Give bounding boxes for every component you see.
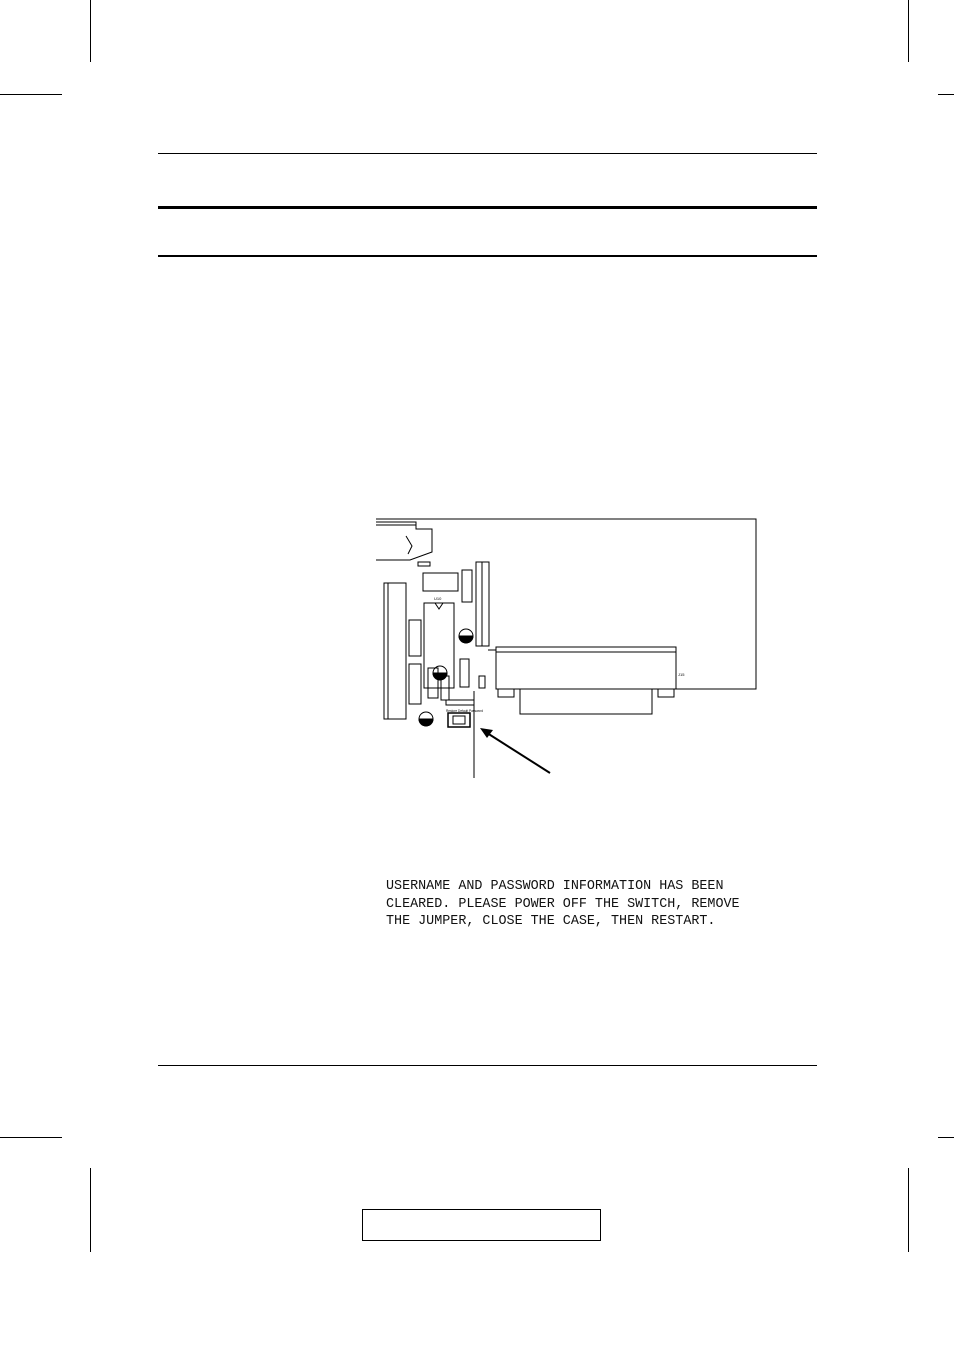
crop-mark-top-left-h	[0, 94, 62, 95]
footer-rule	[158, 1065, 817, 1066]
status-message: USERNAME AND PASSWORD INFORMATION HAS BEEN CLEARED. PLEASE POWER OFF THE SWITCH, REMOVE THE JUMPER, CLOSE THE CASE, THEN RESTART.	[386, 879, 740, 929]
crop-mark-bottom-left-v	[90, 1168, 91, 1252]
crop-mark-top-right-h	[938, 94, 954, 95]
chip-rect-top	[423, 573, 458, 591]
crop-mark-bottom-left-h	[0, 1137, 62, 1138]
label-u10: U10	[434, 596, 442, 601]
connector-j15	[496, 647, 676, 689]
page-number-box	[362, 1209, 601, 1241]
top-connector	[376, 522, 432, 560]
board-outline	[376, 519, 756, 689]
header-rule-top	[158, 153, 817, 154]
label-jumper: Restore Default Password	[446, 709, 484, 713]
circuit-board-diagram	[376, 516, 760, 778]
crop-mark-top-left-v	[90, 0, 91, 62]
header-rule-thick	[158, 206, 817, 209]
label-j15: J15	[678, 672, 685, 677]
crop-mark-bottom-right-h	[938, 1137, 954, 1138]
vertical-header	[384, 583, 406, 719]
pointer-arrow	[484, 731, 550, 773]
crop-mark-bottom-right-v	[908, 1168, 909, 1252]
header-rule-bottom	[158, 255, 817, 257]
crop-mark-top-right-v	[908, 0, 909, 62]
jumper-block	[448, 713, 470, 727]
